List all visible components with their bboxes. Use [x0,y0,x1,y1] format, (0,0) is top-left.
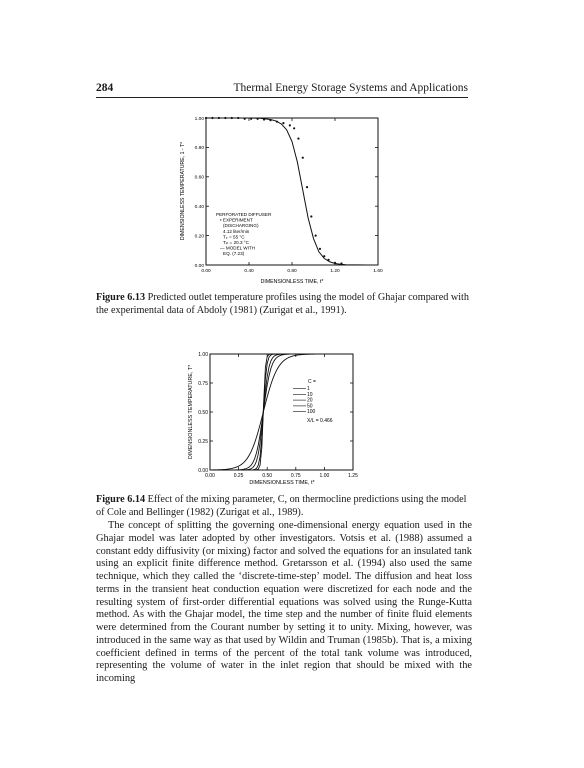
x-axis-label: DIMENSIONLESS TIME, t* [249,480,315,486]
legend-entry: PERFORATED DIFFUSER [216,212,272,217]
experiment-point [293,127,295,129]
x-tick-label: 0.00 [205,473,215,479]
experiment-point [302,157,304,159]
legend [293,379,333,424]
legend-value: 10 [307,391,313,398]
x-tick-label: 1.25 [348,473,358,479]
legend [216,212,272,256]
legend-entry: Tₚ = 55 °C [223,234,245,240]
caption-label: Figure 6.14 [96,494,146,505]
figure-6-14-chart [180,346,380,488]
experiment-point [257,118,259,120]
x-tick-label: 0.00 [201,269,211,274]
figure-6-13-chart [170,110,400,285]
legend-value: 20 [307,397,313,404]
x-tick-label: 1.20 [330,269,340,274]
experiment-point [319,248,321,250]
caption-label: Figure 6.13 [96,292,146,303]
plot-frame [210,354,353,470]
y-tick-label: 0.00 [198,467,208,474]
experiment-point [297,137,299,139]
experiment-point [218,117,220,119]
experiment-point [340,262,342,264]
legend-entry: • EXPERIMENT [220,217,253,223]
experiment-point [269,119,271,121]
experiment-point [306,186,308,188]
experiment-point [231,117,233,119]
body-text [96,520,472,686]
x-tick-label: 0.40 [244,269,254,274]
curve-c-50 [210,354,353,470]
caption-text: Predicted outlet temperature profiles using the model of Ghajar compared with the experimental data of Abdoly (1981) (Zurigat et al., 1991). [96,292,469,316]
legend-entry: 4.12 liter/min [223,228,250,234]
y-tick-label: 0.75 [198,380,208,387]
y-tick-label: 0.25 [198,438,208,445]
experiment-point [263,118,265,120]
running-title: Thermal Energy Storage Systems and Applications [233,82,468,94]
y-axis-label: DIMENSIONLESS TEMPERATURE, 1 - T* [180,141,186,241]
y-tick-label: 1.00 [194,116,204,122]
x-tick-label: 0.80 [287,269,297,274]
legend-entry: (DISCHARGING) [223,223,259,229]
legend-entry: Tᵢₙ = 20.3 °C [223,240,249,245]
experiment-point [327,259,329,261]
y-tick-label: 1.00 [198,351,208,358]
caption-text: Effect of the mixing parameter, C, on thermocline predictions using the model of Cole and Bellinger (1982) (Zurigat et al., 1989). [96,494,467,518]
body-paragraph: The concept of splitting the governing one-dimensional energy equation used in the Ghajar model was later adopted by other investigators. Votsis et al. (1988) assumed a constant eddy diffusivity (or mixing) factor and solved the equations for an insulated tank using an explicit finite difference method. Gretarsson et al. (1994) also used the same technique, which they called the ‘discrete-time-step’ model. The diffusion and heat loss terms in the transient heat conduction equation were discretized for each node and the resulting system of first-order differential equations was solved using the Runge-Kutta method. As with the Ghajar model, the time step and the number of finite fluid elements were determined from the Courant number by setting it to unity. Mixing, however, was introduced in the same way as that used by Wildin and Truman (1985b). That is, a mixing coefficient defined in terms of the percent of the total tank volume was introduced, representing the volume of water in the inlet region that should be mixed with the incoming [96,520,472,684]
experiment-point [244,118,246,120]
y-tick-label: 0.60 [194,175,204,181]
experiment-point [276,121,278,123]
y-axis-label: DIMENSIONLESS TEMPERATURE, T* [188,364,194,460]
experiment-point [237,117,239,119]
x-tick-label: 1.60 [373,269,383,274]
y-tick-label: 0.50 [198,409,208,416]
legend-entry: — MODEL WITH [220,245,256,251]
legend-value: 1 [307,386,310,392]
legend-value: 100 [307,409,316,416]
experiment-point [315,235,317,237]
experiment-point [289,124,291,126]
x-tick-label: 0.75 [290,473,301,479]
experiment-point [323,255,325,257]
curve-c-10 [210,354,353,470]
experiment-point [310,215,312,217]
y-tick-label: 0.40 [194,205,204,210]
experiment-point [224,117,226,119]
legend-title: C = [308,379,316,385]
x-tick-label: 0.25 [233,473,244,479]
x-axis-label: DIMENSIONLESS TIME, t* [260,279,324,285]
annotation-x-over-l: X/L = 0.466 [307,418,333,424]
experiment-point [282,122,284,124]
legend-value: 50 [307,403,313,410]
curve-c-20 [210,354,353,470]
curve-c-1 [210,354,353,470]
figure-6-14-caption [96,494,472,520]
experiment-point [250,118,252,120]
y-tick-label: 0.80 [194,146,204,152]
x-tick-label: 0.50 [262,473,273,479]
running-header [96,82,468,98]
page-number: 284 [96,82,114,94]
figure-6-13-caption [96,292,472,318]
y-tick-label: 0.00 [194,263,204,269]
experiment-point [211,117,213,119]
y-tick-label: 0.20 [194,234,204,240]
x-tick-label: 1.00 [319,473,330,479]
curve-c-100 [210,354,353,470]
legend-entry: EQ. (7.23) [223,251,245,257]
